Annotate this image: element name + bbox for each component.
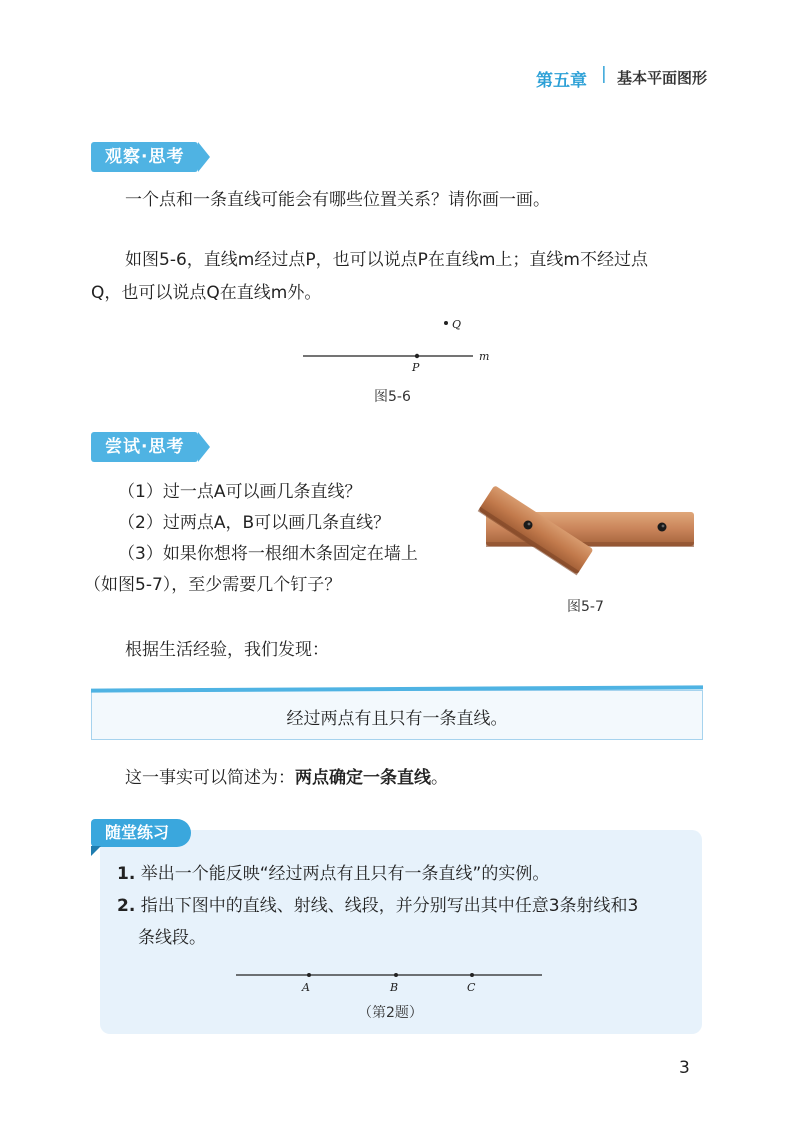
point-b	[394, 973, 398, 977]
section1-paragraph-line1: 如图5-6，直线m经过点P，也可以说点P在直线m上；直线m不经过点	[125, 250, 648, 270]
exercise-item-2-text: 指出下图中的直线、射线、线段，并分别写出其中任意3条射线和3	[140, 896, 639, 916]
summary-prefix: 这一事实可以简述为：	[125, 768, 295, 788]
label-q: Q	[452, 318, 462, 331]
try-item-2: （2）过两点A，B可以画几条直线？	[118, 513, 391, 533]
page-number: 3	[679, 1058, 690, 1078]
label-m: m	[479, 350, 490, 363]
exercise-figure-caption: （第2题）	[358, 1005, 423, 1021]
label-c: C	[467, 981, 476, 994]
highlight-box	[91, 690, 703, 740]
section-tag-observe-think: 观察·思考	[91, 142, 198, 172]
label-p: P	[412, 361, 420, 374]
exercise-item-2-continued: 条线段。	[138, 928, 206, 948]
summary-sentence	[125, 762, 448, 794]
exercise-tag-tail	[91, 846, 101, 856]
point-c	[470, 973, 474, 977]
figure-5-7-caption: 图5-7	[567, 599, 604, 615]
chapter-label: 第五章	[536, 71, 587, 91]
law-statement: 经过两点有且只有一条直线。	[286, 709, 508, 729]
finding-text: 根据生活经验，我们发现：	[125, 640, 329, 660]
section1-question: 一个点和一条直线可能会有哪些位置关系？请你画一画。	[125, 190, 550, 210]
section-tag-try-think: 尝试·思考	[91, 432, 198, 462]
exercise-item-1-number: 1.	[117, 864, 136, 884]
figure-5-6	[295, 312, 515, 382]
point-a	[307, 973, 311, 977]
summary-suffix: 。	[431, 768, 448, 788]
exercise-item-2-number: 2.	[117, 896, 136, 916]
label-b: B	[390, 981, 399, 994]
try-item-3: （3）如果你想将一根细木条固定在墙上	[118, 544, 418, 564]
summary-bold: 两点确定一条直线	[295, 768, 431, 788]
section1-paragraph-line2: Q，也可以说点Q在直线m外。	[91, 283, 322, 303]
try-item-1: （1）过一点A可以画几条直线？	[118, 482, 362, 502]
exercise-line-figure	[232, 964, 552, 998]
exercise-item-1	[117, 858, 549, 890]
point-q	[444, 321, 448, 325]
wooden-sticks-image	[472, 474, 704, 589]
exercise-item-1-text: 举出一个能反映“经过两点有且只有一条直线”的实例。	[140, 864, 550, 884]
label-a: A	[302, 981, 310, 994]
point-p	[415, 354, 419, 358]
header-separator: |	[601, 64, 607, 84]
exercise-item-2	[117, 890, 638, 922]
chapter-title: 基本平面图形	[617, 69, 708, 87]
figure-5-6-caption: 图5-6	[374, 389, 411, 405]
try-item-3-continued: （如图5-7），至少需要几个钉子？	[84, 575, 342, 595]
exercise-tag: 随堂练习	[91, 819, 191, 847]
